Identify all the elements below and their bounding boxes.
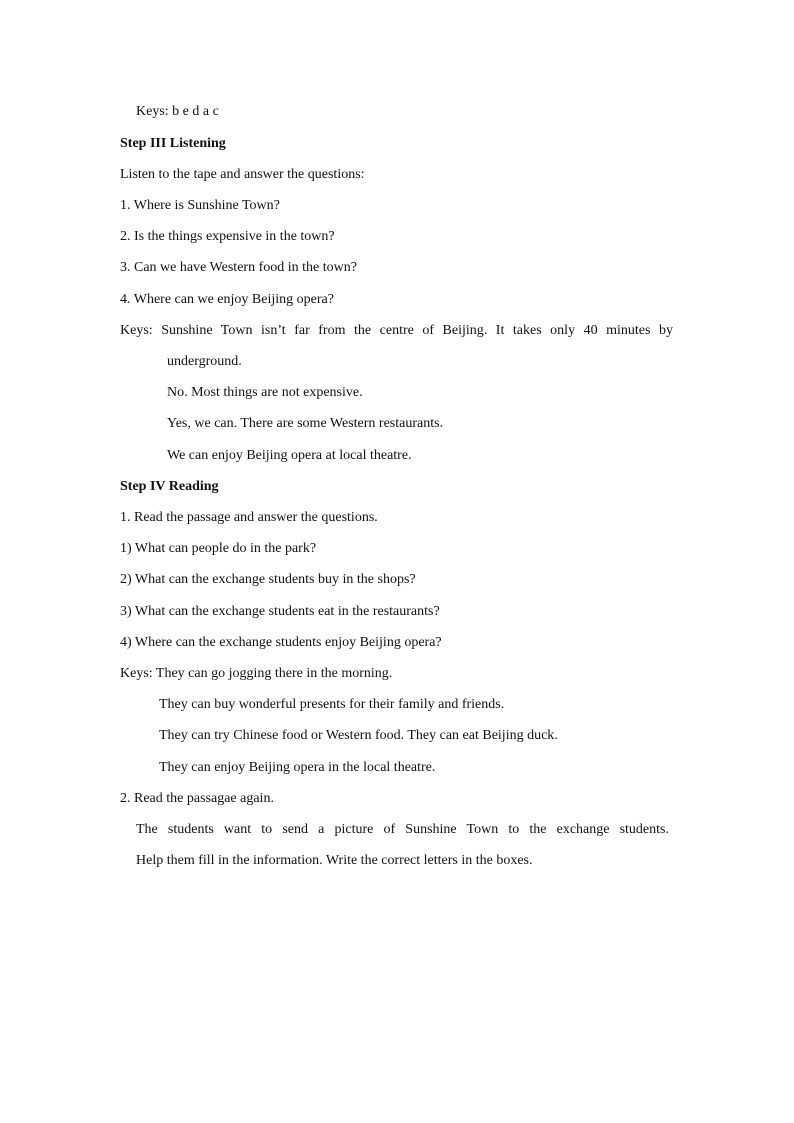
step4-part2-text-1: The students want to send a picture of Sunshine Town to the exchange students. [136,822,669,837]
keys-top: Keys: b e d a c [136,104,219,119]
step4-question-2: 2) What can the exchange students buy in the shops? [120,572,416,587]
step3-question-2: 2. Is the things expensive in the town? [120,229,335,244]
step4-key-2: They can buy wonderful presents for their family and friends. [159,697,505,712]
step4-part2: 2. Read the passagae again. [120,791,274,806]
step3-heading: Step III Listening [120,136,226,151]
step3-question-4: 4. Where can we enjoy Beijing opera? [120,292,334,307]
step4-keys-first: Keys: They can go jogging there in the morning. [120,666,393,681]
step4-question-3: 3) What can the exchange students eat in the restaurants? [120,604,440,619]
step3-key-4: We can enjoy Beijing opera at local theatre. [167,448,412,463]
step4-heading: Step IV Reading [120,479,219,494]
step3-instruction: Listen to the tape and answer the questions: [120,167,365,182]
step4-part1: 1. Read the passage and answer the questions. [120,510,378,525]
step4-part2-text-2: Help them fill in the information. Write the correct letters in the boxes. [136,853,533,868]
step4-key-3: They can try Chinese food or Western food. They can eat Beijing duck. [159,728,558,743]
step3-question-3: 3. Can we have Western food in the town? [120,260,357,275]
step3-key-2: No. Most things are not expensive. [167,385,363,400]
step4-question-1: 1) What can people do in the park? [120,541,317,556]
step3-question-1: 1. Where is Sunshine Town? [120,198,280,213]
step3-keys-first: Keys: Sunshine Town isn’t far from the centre of Beijing. It takes only 40 minutes by [120,323,673,338]
step3-keys-first-cont: underground. [167,354,242,369]
step4-key-4: They can enjoy Beijing opera in the local theatre. [159,760,436,775]
step4-question-4: 4) Where can the exchange students enjoy Beijing opera? [120,635,442,650]
step3-key-3: Yes, we can. There are some Western restaurants. [167,416,444,431]
